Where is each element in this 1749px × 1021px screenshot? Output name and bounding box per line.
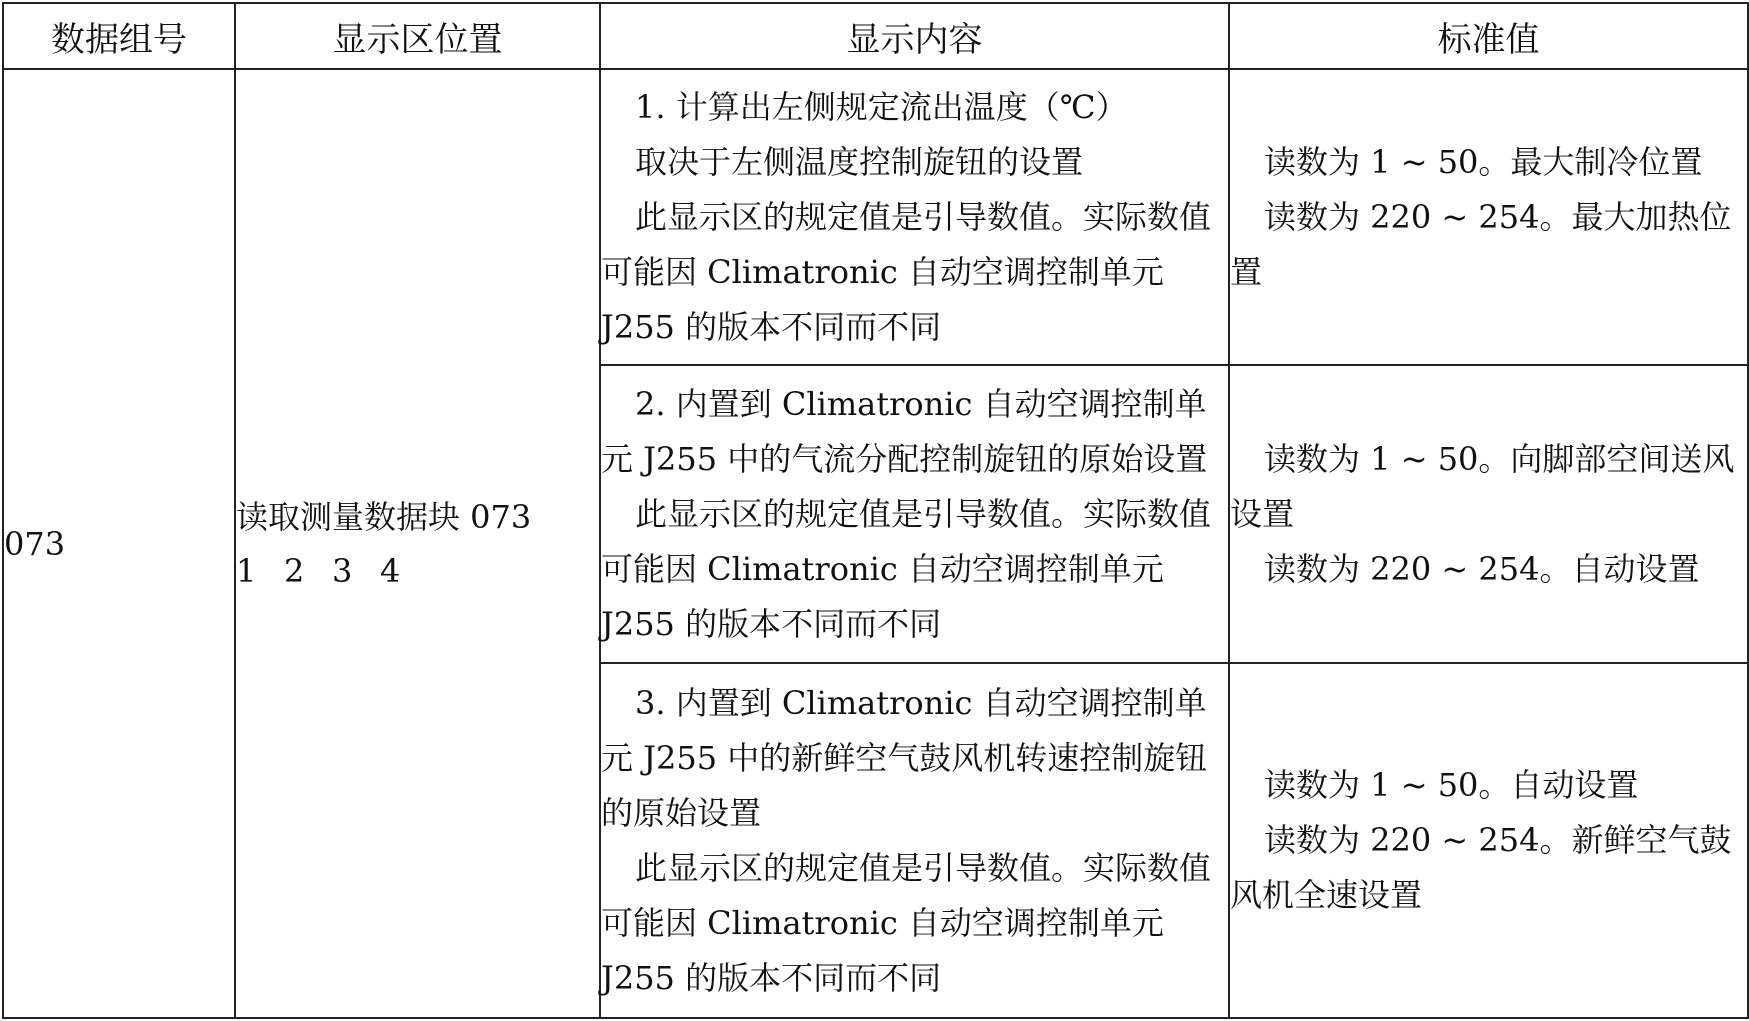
position-label: 读取测量数据块 073 (236, 497, 532, 536)
position-field-2: 2 (284, 551, 305, 590)
content-cell-1 (600, 69, 1229, 365)
standard-2-low: 读数为 1 ~ 50。向脚部空间送风设置 (1230, 439, 1735, 533)
group-number-cell: 073 (3, 69, 235, 1018)
header-row (3, 3, 1748, 69)
display-position-cell (235, 69, 600, 1018)
header-standard-value: 标准值 (1229, 3, 1748, 69)
content-cell-3 (600, 663, 1229, 1018)
table-row (3, 69, 1748, 365)
standard-cell-1 (1229, 69, 1748, 365)
measurement-spec-table (2, 2, 1749, 1019)
header-group-number: 数据组号 (3, 3, 235, 69)
standard-cell-3 (1229, 663, 1748, 1018)
standard-1-low: 读数为 1 ~ 50。最大制冷位置 (1264, 142, 1703, 181)
header-display-content: 显示内容 (600, 3, 1229, 69)
content-3-note: 此显示区的规定值是引导数值。实际数值可能因 Climatronic 自动空调控制单元 J255 的版本不同而不同 (601, 848, 1212, 997)
standard-2-high: 读数为 220 ~ 254。自动设置 (1264, 549, 1700, 588)
content-2-item: 2. 内置到 Climatronic 自动空调控制单元 J255 中的气流分配控制旋钮的原始设置 (601, 384, 1208, 478)
content-1-item: 1. 计算出左侧规定流出温度（℃） (635, 87, 1128, 126)
standard-3-high: 读数为 220 ~ 254。新鲜空气鼓风机全速设置 (1230, 821, 1732, 914)
position-field-1: 1 (236, 551, 257, 590)
content-1-dependency: 取决于左侧温度控制旋钮的设置 (635, 142, 1084, 181)
content-2-note: 此显示区的规定值是引导数值。实际数值可能因 Climatronic 自动空调控制单元 J255 的版本不同而不同 (601, 494, 1212, 643)
content-3-item: 3. 内置到 Climatronic 自动空调控制单元 J255 中的新鲜空气鼓风机转速控制旋钮的原始设置 (601, 683, 1208, 832)
header-display-position: 显示区位置 (235, 3, 600, 69)
content-cell-2 (600, 365, 1229, 663)
standard-1-high: 读数为 220 ~ 254。最大加热位置 (1230, 197, 1732, 291)
position-field-4: 4 (380, 551, 401, 590)
standard-cell-2 (1229, 365, 1748, 663)
position-fields (236, 544, 599, 598)
standard-3-low: 读数为 1 ~ 50。自动设置 (1264, 766, 1639, 804)
position-field-3: 3 (332, 551, 353, 590)
content-1-note: 此显示区的规定值是引导数值。实际数值可能因 Climatronic 自动空调控制单元 J255 的版本不同而不同 (601, 197, 1212, 346)
